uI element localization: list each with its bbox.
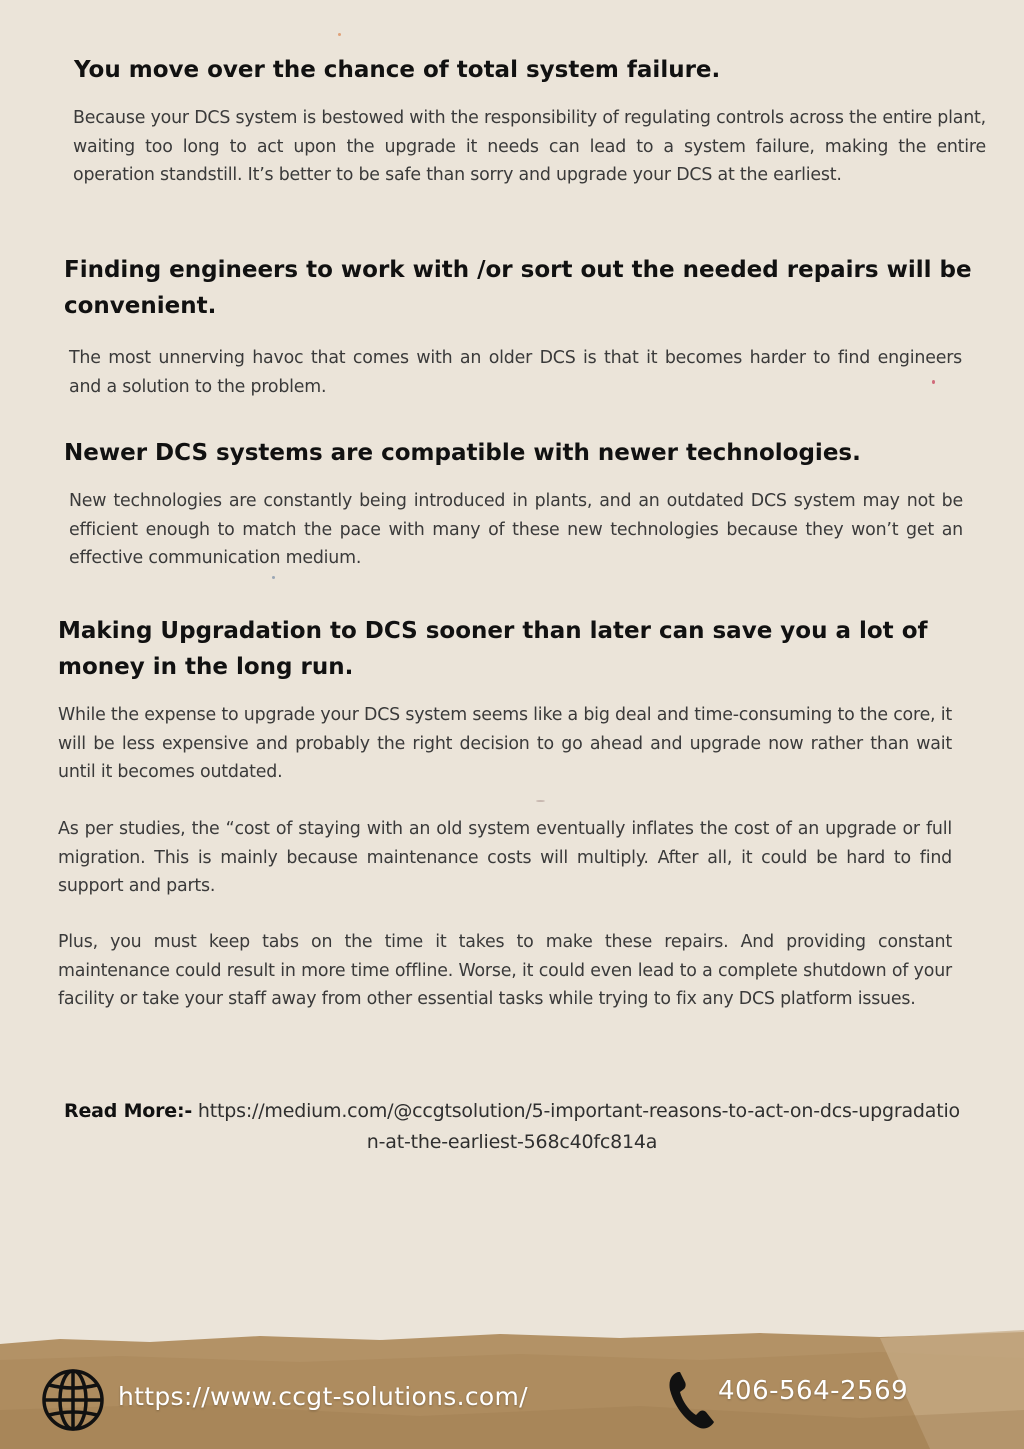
- read-more-link[interactable]: https://medium.com/@ccgtsolution/5-important-reasons-to-act-on-dcs-upgradation-at-the-earliest-568c40fc814a: [197, 1100, 960, 1153]
- phone-number[interactable]: 406-564-2569: [718, 1376, 909, 1406]
- phone-icon: [668, 1370, 716, 1434]
- section-paragraph: While the expense to upgrade your DCS system seems like a big deal and time-consuming to the core, it will be less expensive and probably the right decision to go ahead and upgrade now rather than wait until it becomes outdated.: [58, 705, 952, 782]
- section-paragraph: The most unnerving havoc that comes with an older DCS is that it becomes harder to find engineers and a solution to the problem.: [69, 348, 962, 397]
- paper-speck: [338, 33, 341, 36]
- section-paragraph: Plus, you must keep tabs on the time it takes to make these repairs. And providing constant maintenance could result in more time offline. Worse, it could even lead to a complete shutdown of your facility or take your staff away from other essential tasks while trying to fix any DCS platform issues.: [58, 932, 952, 1009]
- footer: [0, 1330, 1024, 1449]
- globe-icon: [41, 1368, 105, 1436]
- section-heading: Newer DCS systems are compatible with newer technologies.: [64, 440, 861, 466]
- section-heading: Making Upgradation to DCS sooner than later can save you a lot of money in the long run.: [58, 618, 928, 680]
- website-link[interactable]: https://www.ccgt-solutions.com/: [118, 1382, 528, 1411]
- section-heading: You move over the chance of total system failure.: [74, 57, 721, 83]
- section-paragraph: As per studies, the “cost of staying with an old system eventually inflates the cost of an upgrade or full migration. This is mainly because maintenance costs will multiply. After all, it could be hard to find support and parts.: [58, 819, 952, 896]
- section-paragraph: Because your DCS system is bestowed with the responsibility of regulating controls across the entire plant, waiting too long to act upon the upgrade it needs can lead to a system failure, making the entire operation standstill. It’s better to be safe than sorry and upgrade your DCS at the earliest.: [73, 108, 986, 185]
- read-more-line: [60, 1096, 964, 1158]
- section-heading: Finding engineers to work with /or sort out the needed repairs will be convenient.: [64, 257, 972, 319]
- read-more-label: Read More:-: [64, 1100, 193, 1122]
- paper-speck: [272, 576, 275, 579]
- section-paragraph: New technologies are constantly being introduced in plants, and an outdated DCS system may not be efficient enough to match the pace with many of these new technologies because they won’t get an effective communication medium.: [69, 491, 963, 568]
- paper-speck: [536, 800, 545, 802]
